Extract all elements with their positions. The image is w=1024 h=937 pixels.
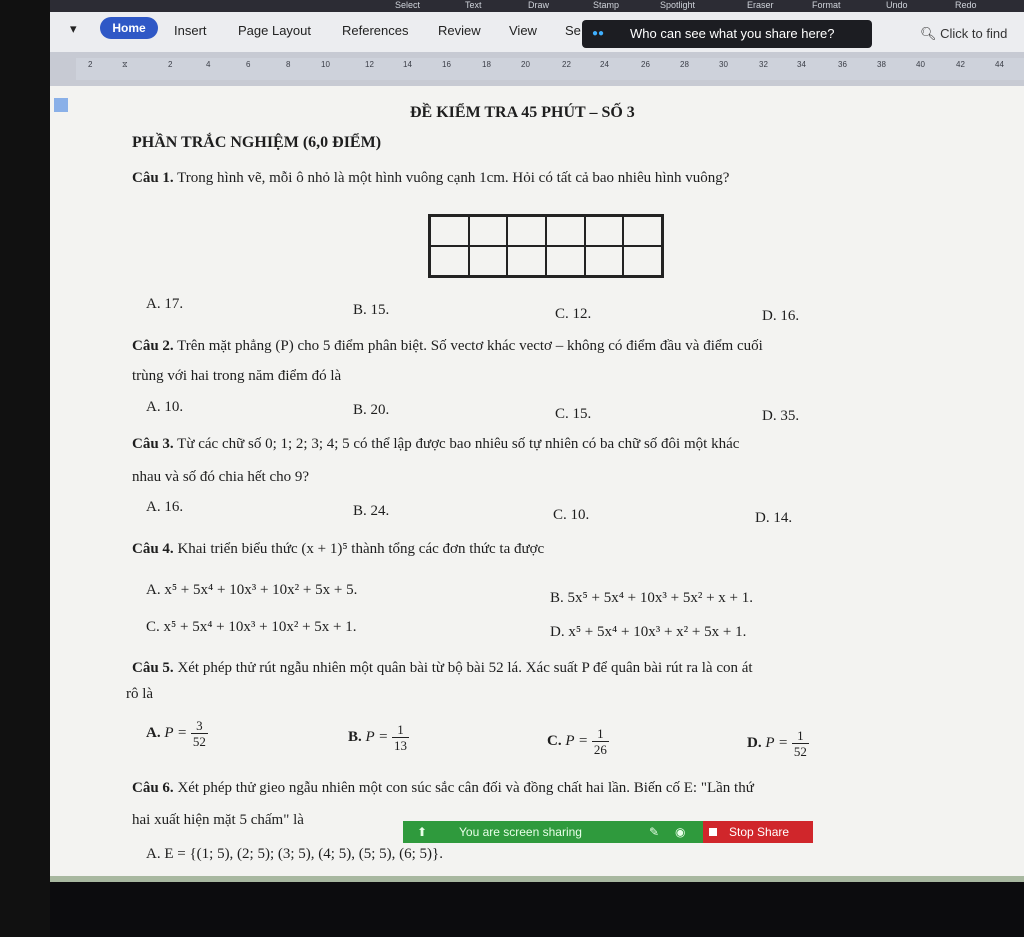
ruler-mark: 16 — [442, 60, 451, 69]
fraction — [792, 728, 809, 759]
tool-redo[interactable]: Redo — [955, 0, 977, 10]
tab-view[interactable]: View — [509, 23, 537, 38]
ruler-mark: 4 — [206, 60, 211, 69]
q2-option-b: B. 20. — [353, 402, 390, 418]
tab-review[interactable]: Review — [438, 23, 481, 38]
ruler-mark: 10 — [321, 60, 330, 69]
q5-option-c — [547, 726, 609, 757]
q3-option-d: D. 14. — [755, 510, 793, 526]
quick-access-arrow-icon[interactable]: ▾ — [70, 21, 77, 36]
question-6-cont: hai xuất hiện mặt 5 chấm" là — [132, 812, 304, 828]
ruler-mark: 34 — [797, 60, 806, 69]
exam-title: ĐỀ KIỂM TRA 45 PHÚT – SỐ 3 — [410, 104, 635, 121]
q1-option-c: C. 12. — [555, 306, 592, 322]
q4-option-c: C. x⁵ + 5x⁴ + 10x³ + 10x² + 5x + 1. — [146, 619, 357, 635]
question-text: Khai triển biểu thức (x + 1)⁵ thành tổng các đơn thức ta được — [177, 541, 545, 557]
denominator: 26 — [593, 742, 607, 757]
tool-undo[interactable]: Undo — [886, 0, 908, 10]
question-text: Trong hình vẽ, mỗi ô nhỏ là một hình vuông cạnh 1cm. Hỏi có tất cả bao nhiêu hình vuông? — [177, 170, 730, 186]
horizontal-ruler[interactable] — [50, 52, 1024, 86]
tool-spotlight[interactable]: Spotlight — [660, 0, 696, 10]
search-icon: 🔍︎ — [920, 26, 937, 41]
search-placeholder: Click to find — [940, 26, 1008, 41]
question-4 — [132, 541, 544, 558]
question-text: Xét phép thử gieo ngẫu nhiên một con súc sắc cân đối và đồng chất hai lần. Biến cố E: "Lần thứ — [177, 780, 754, 796]
option-prefix: P = — [164, 724, 188, 741]
denominator: 52 — [793, 744, 807, 759]
q2-option-c: C. 15. — [555, 406, 592, 422]
q1-option-b: B. 15. — [353, 302, 390, 318]
ruler-mark: 14 — [403, 60, 412, 69]
ruler-mark: 12 — [365, 60, 374, 69]
q3-option-a: A. 16. — [146, 499, 184, 515]
screen-sharing-bar[interactable] — [403, 821, 703, 843]
ruler-mark: 38 — [877, 60, 886, 69]
question-3 — [132, 436, 739, 453]
question-2-cont: trùng với hai trong năm điểm đó là — [132, 368, 342, 384]
option-letter: D. — [747, 734, 762, 751]
question-1 — [132, 170, 729, 187]
question-label: Câu 1. — [132, 170, 174, 186]
fraction — [392, 722, 409, 753]
q4-option-a: A. x⁵ + 5x⁴ + 10x³ + 10x² + 5x + 5. — [146, 582, 358, 598]
ruler-mark: 2 — [88, 60, 93, 69]
monitor-bezel — [0, 0, 50, 937]
ruler-mark: 42 — [956, 60, 965, 69]
q3-option-b: B. 24. — [353, 503, 390, 519]
ruler-mark: 6 — [246, 60, 251, 69]
question-text: Xét phép thử rút ngẫu nhiên một quân bài từ bộ bài 52 lá. Xác suất P để quân bài rút ra là con át — [177, 660, 753, 676]
stop-share-button[interactable] — [703, 821, 813, 843]
q1-option-a: A. 17. — [146, 296, 184, 312]
q2-option-a: A. 10. — [146, 399, 184, 415]
paragraph-marker-icon[interactable] — [54, 98, 68, 112]
q5-option-d — [747, 728, 809, 759]
tool-eraser[interactable]: Eraser — [747, 0, 774, 10]
q2-option-d: D. 35. — [762, 408, 800, 424]
ruler-mark: 28 — [680, 60, 689, 69]
option-prefix: P = — [765, 734, 789, 751]
tool-text[interactable]: Text — [465, 0, 482, 10]
ruler-mark: 20 — [521, 60, 530, 69]
q3-option-c: C. 10. — [553, 507, 590, 523]
question-label: Câu 4. — [132, 541, 174, 557]
page-bottom-edge — [50, 876, 1024, 882]
square-grid-figure — [428, 214, 664, 278]
tab-security[interactable]: Se — [565, 23, 581, 38]
search-box[interactable] — [920, 23, 1024, 45]
fraction — [191, 718, 208, 749]
people-icon: ●● — [592, 28, 605, 39]
screen-share-notice[interactable] — [582, 20, 872, 48]
question-label: Câu 6. — [132, 780, 174, 796]
q6-option-a: A. E = {(1; 5), (2; 5); (3; 5), (4; 5), (5; 5), (6; 5)}. — [146, 846, 443, 862]
denominator: 52 — [192, 734, 206, 749]
ruler-mark: 44 — [995, 60, 1004, 69]
ruler-mark: 2 — [168, 60, 173, 69]
option-letter: A. — [146, 724, 161, 741]
tool-stamp[interactable]: Stamp — [593, 0, 620, 10]
pin-icon[interactable]: ✎ — [649, 825, 660, 839]
numerator: 1 — [392, 722, 409, 738]
ruler-mark: 36 — [838, 60, 847, 69]
record-icon[interactable]: ◉ — [675, 825, 686, 839]
ruler-mark: 26 — [641, 60, 650, 69]
ribbon-toolbar — [50, 12, 1024, 52]
indent-marker[interactable]: ⧖ — [122, 60, 128, 69]
question-2 — [132, 338, 763, 355]
ruler-mark: 40 — [916, 60, 925, 69]
ruler-mark: 18 — [482, 60, 491, 69]
question-text: Từ các chữ số 0; 1; 2; 3; 4; 5 có thể lập được bao nhiêu số tự nhiên có ba chữ số đôi một khác — [177, 436, 740, 452]
tab-home[interactable]: Home — [100, 17, 158, 39]
annotation-toolbar — [50, 0, 1024, 12]
q1-option-d: D. 16. — [762, 308, 800, 324]
option-letter: C. — [547, 732, 562, 749]
option-prefix: P = — [565, 732, 589, 749]
tool-format[interactable]: Format — [812, 0, 841, 10]
question-5-cont: rô là — [126, 686, 154, 702]
question-5 — [132, 660, 753, 677]
tab-references[interactable]: References — [342, 23, 409, 38]
q4-option-d: D. x⁵ + 5x⁴ + 10x³ + x² + 5x + 1. — [550, 624, 747, 640]
denominator: 13 — [394, 738, 408, 753]
question-3-cont: nhau và số đó chia hết cho 9? — [132, 469, 310, 485]
ruler-mark: 24 — [600, 60, 609, 69]
share-notice-text: Who can see what you share here? — [630, 26, 835, 41]
arrow-up-icon: ⬆ — [417, 825, 428, 839]
numerator: 3 — [191, 718, 208, 734]
question-label: Câu 2. — [132, 338, 174, 354]
question-6 — [132, 780, 754, 797]
ruler-mark: 32 — [759, 60, 768, 69]
numerator: 1 — [592, 726, 609, 742]
option-letter: B. — [348, 728, 362, 745]
option-prefix: P = — [365, 728, 389, 745]
ruler-mark: 30 — [719, 60, 728, 69]
tab-insert[interactable]: Insert — [174, 23, 207, 38]
tool-select[interactable]: Select — [395, 0, 421, 10]
q4-option-b: B. 5x⁵ + 5x⁴ + 10x³ + 5x² + x + 1. — [550, 590, 754, 606]
sharing-status: You are screen sharing — [459, 825, 582, 839]
tab-page-layout[interactable]: Page Layout — [238, 23, 312, 38]
question-label: Câu 5. — [132, 660, 174, 676]
q5-option-b — [348, 722, 409, 753]
ruler-mark: 22 — [562, 60, 571, 69]
q5-option-a — [146, 718, 208, 749]
stop-icon — [709, 828, 717, 836]
section-heading: PHẦN TRẮC NGHIỆM (6,0 ĐIỂM) — [132, 134, 382, 151]
stop-share-label: Stop Share — [729, 825, 790, 839]
ruler-mark: 8 — [286, 60, 291, 69]
fraction — [592, 726, 609, 757]
question-text: Trên mặt phẳng (P) cho 5 điểm phân biệt. Số vectơ khác vectơ – không có điểm đầu và điểm cuối — [177, 338, 763, 354]
question-label: Câu 3. — [132, 436, 174, 452]
numerator: 1 — [792, 728, 809, 744]
tool-draw[interactable]: Draw — [528, 0, 550, 10]
document-page[interactable] — [50, 86, 1024, 876]
